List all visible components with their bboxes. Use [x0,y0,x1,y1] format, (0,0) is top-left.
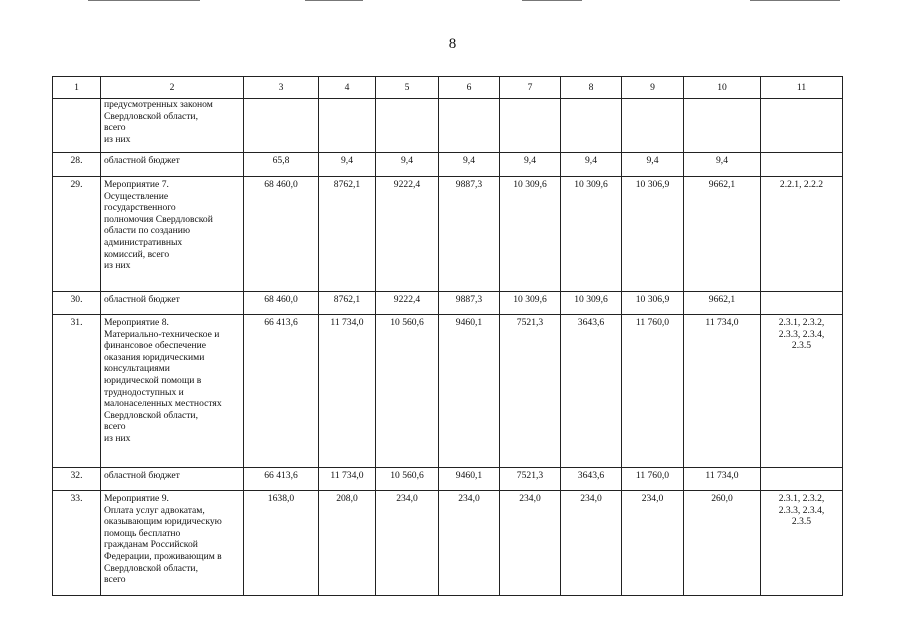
column-header: 10 [684,77,761,99]
row-number: 33. [53,491,101,596]
row-name-line: областной бюджет [104,294,180,305]
column-header: 9 [622,77,684,99]
table-row [53,99,843,153]
row-name-line: предусмотренных законом [104,99,213,110]
value-cell: 11 734,0 [684,315,761,468]
row-name-line: Свердловской области, [104,409,198,421]
value-cell [376,99,439,153]
column-header: 6 [439,77,500,99]
row-name [101,292,244,315]
row-name-line: гражданам Российской [104,539,198,551]
target-codes [761,491,843,596]
row-number [53,99,101,153]
value-cell: 260,0 [684,491,761,596]
row-name-line: государственного [104,202,176,214]
row-name-line: Свердловской области, [104,562,198,574]
column-header: 4 [319,77,376,99]
table-row [53,468,843,491]
value-cell: 10 306,9 [622,177,684,292]
row-name-line: консультациями [104,363,170,375]
scan-edge-line [88,0,200,1]
value-cell: 10 560,6 [376,315,439,468]
column-header: 2 [101,77,244,99]
column-header: 11 [761,77,843,99]
scan-edge-line [305,0,363,1]
target-code-line: 2.3.3, 2.3.4, [778,328,825,340]
row-name-line: из них [104,260,131,272]
row-name-line: Осуществление [104,190,169,202]
value-cell: 68 460,0 [244,177,319,292]
value-cell: 8762,1 [319,292,376,315]
value-cell: 9662,1 [684,177,761,292]
value-cell: 11 734,0 [319,315,376,468]
value-cell: 66 413,6 [244,468,319,491]
value-cell: 3643,6 [561,468,622,491]
row-name [101,468,244,491]
row-number: 29. [53,177,101,292]
value-cell [622,99,684,153]
value-cell: 10 309,6 [561,292,622,315]
value-cell [319,99,376,153]
row-name-line: Мероприятие 9. [104,493,169,504]
value-cell: 9,4 [319,153,376,177]
target-code-line: 2.3.1, 2.3.2, [778,493,825,504]
table-row [53,153,843,177]
column-header: 8 [561,77,622,99]
value-cell: 9222,4 [376,177,439,292]
value-cell: 10 560,6 [376,468,439,491]
table-row [53,315,843,468]
value-cell: 234,0 [376,491,439,596]
row-name-line: Мероприятие 8. [104,317,169,328]
value-cell: 7521,3 [500,315,561,468]
row-name-line: оказывающим юридическую [104,516,222,528]
value-cell: 234,0 [561,491,622,596]
row-name-line: областной бюджет [104,470,180,481]
row-number: 31. [53,315,101,468]
row-name-line: Свердловской области, [104,110,198,122]
row-name-line: труднодоступных и [104,386,184,398]
row-name-line: административных [104,236,183,248]
column-header: 1 [53,77,101,99]
row-number: 28. [53,153,101,177]
value-cell: 9662,1 [684,292,761,315]
value-cell: 9,4 [684,153,761,177]
row-name-line: Федерации, проживающим в [104,550,222,562]
value-cell: 10 306,9 [622,292,684,315]
target-codes [761,468,843,491]
row-name-line: финансовое обеспечение [104,340,207,352]
value-cell: 9,4 [376,153,439,177]
row-name-line: помощь бесплатно [104,527,181,539]
target-codes [761,153,843,177]
target-codes [761,292,843,315]
target-code-line: 2.2.1, 2.2.2 [779,179,824,190]
value-cell: 11 760,0 [622,315,684,468]
value-cell: 1638,0 [244,491,319,596]
target-code-line: 2.3.5 [791,340,812,352]
value-cell: 9,4 [561,153,622,177]
value-cell: 9,4 [622,153,684,177]
table-row [53,177,843,292]
row-name [101,177,244,292]
row-name-line: комиссий, всего [104,248,170,260]
target-code-line: 2.3.3, 2.3.4, [778,504,825,516]
value-cell: 10 309,6 [500,177,561,292]
value-cell: 65,8 [244,153,319,177]
value-cell: 9887,3 [439,292,500,315]
row-name-line: областной бюджет [104,155,180,166]
row-name-line: из них [104,432,131,444]
column-header: 3 [244,77,319,99]
table-row [53,292,843,315]
column-header: 5 [376,77,439,99]
scan-edge-line [522,0,582,1]
row-name-line: малонаселенных местностях [104,398,222,410]
table-row [53,491,843,596]
target-code-line: 2.3.1, 2.3.2, [778,317,825,328]
row-name-line: Мероприятие 7. [104,179,169,190]
value-cell: 11 734,0 [319,468,376,491]
row-name-line: юридической помощи в [104,374,202,386]
scan-edge-line [750,0,840,1]
value-cell: 66 413,6 [244,315,319,468]
row-name [101,153,244,177]
value-cell [500,99,561,153]
value-cell: 9887,3 [439,177,500,292]
value-cell: 10 309,6 [500,292,561,315]
row-name-line: полномочия Свердловской [104,213,213,225]
target-code-line: 2.3.5 [791,516,812,528]
row-number: 30. [53,292,101,315]
row-name-line: оказания юридическими [104,351,205,363]
value-cell: 234,0 [500,491,561,596]
target-codes [761,177,843,292]
row-name-line: области по созданию [104,225,191,237]
column-header-row [53,77,843,99]
value-cell: 9460,1 [439,315,500,468]
row-name-line: всего [104,574,126,586]
value-cell [684,99,761,153]
value-cell: 9,4 [500,153,561,177]
value-cell: 8762,1 [319,177,376,292]
value-cell [244,99,319,153]
value-cell [561,99,622,153]
value-cell: 234,0 [439,491,500,596]
row-number: 32. [53,468,101,491]
row-name-line: всего [104,421,126,433]
row-name-line: Оплата услуг адвокатам, [104,504,205,516]
row-name [101,491,244,596]
row-name-line: из них [104,133,131,145]
row-name-line: Материально-техническое и [104,328,220,340]
value-cell: 9,4 [439,153,500,177]
value-cell: 68 460,0 [244,292,319,315]
value-cell: 9222,4 [376,292,439,315]
value-cell: 208,0 [319,491,376,596]
value-cell: 11 734,0 [684,468,761,491]
value-cell: 7521,3 [500,468,561,491]
row-name [101,99,244,153]
budget-table [52,76,843,596]
page-number: 8 [448,36,457,52]
value-cell: 234,0 [622,491,684,596]
target-codes [761,99,843,153]
value-cell [439,99,500,153]
value-cell: 9460,1 [439,468,500,491]
value-cell: 10 309,6 [561,177,622,292]
target-codes [761,315,843,468]
column-header: 7 [500,77,561,99]
row-name [101,315,244,468]
row-name-line: всего [104,122,126,134]
value-cell: 3643,6 [561,315,622,468]
value-cell: 11 760,0 [622,468,684,491]
